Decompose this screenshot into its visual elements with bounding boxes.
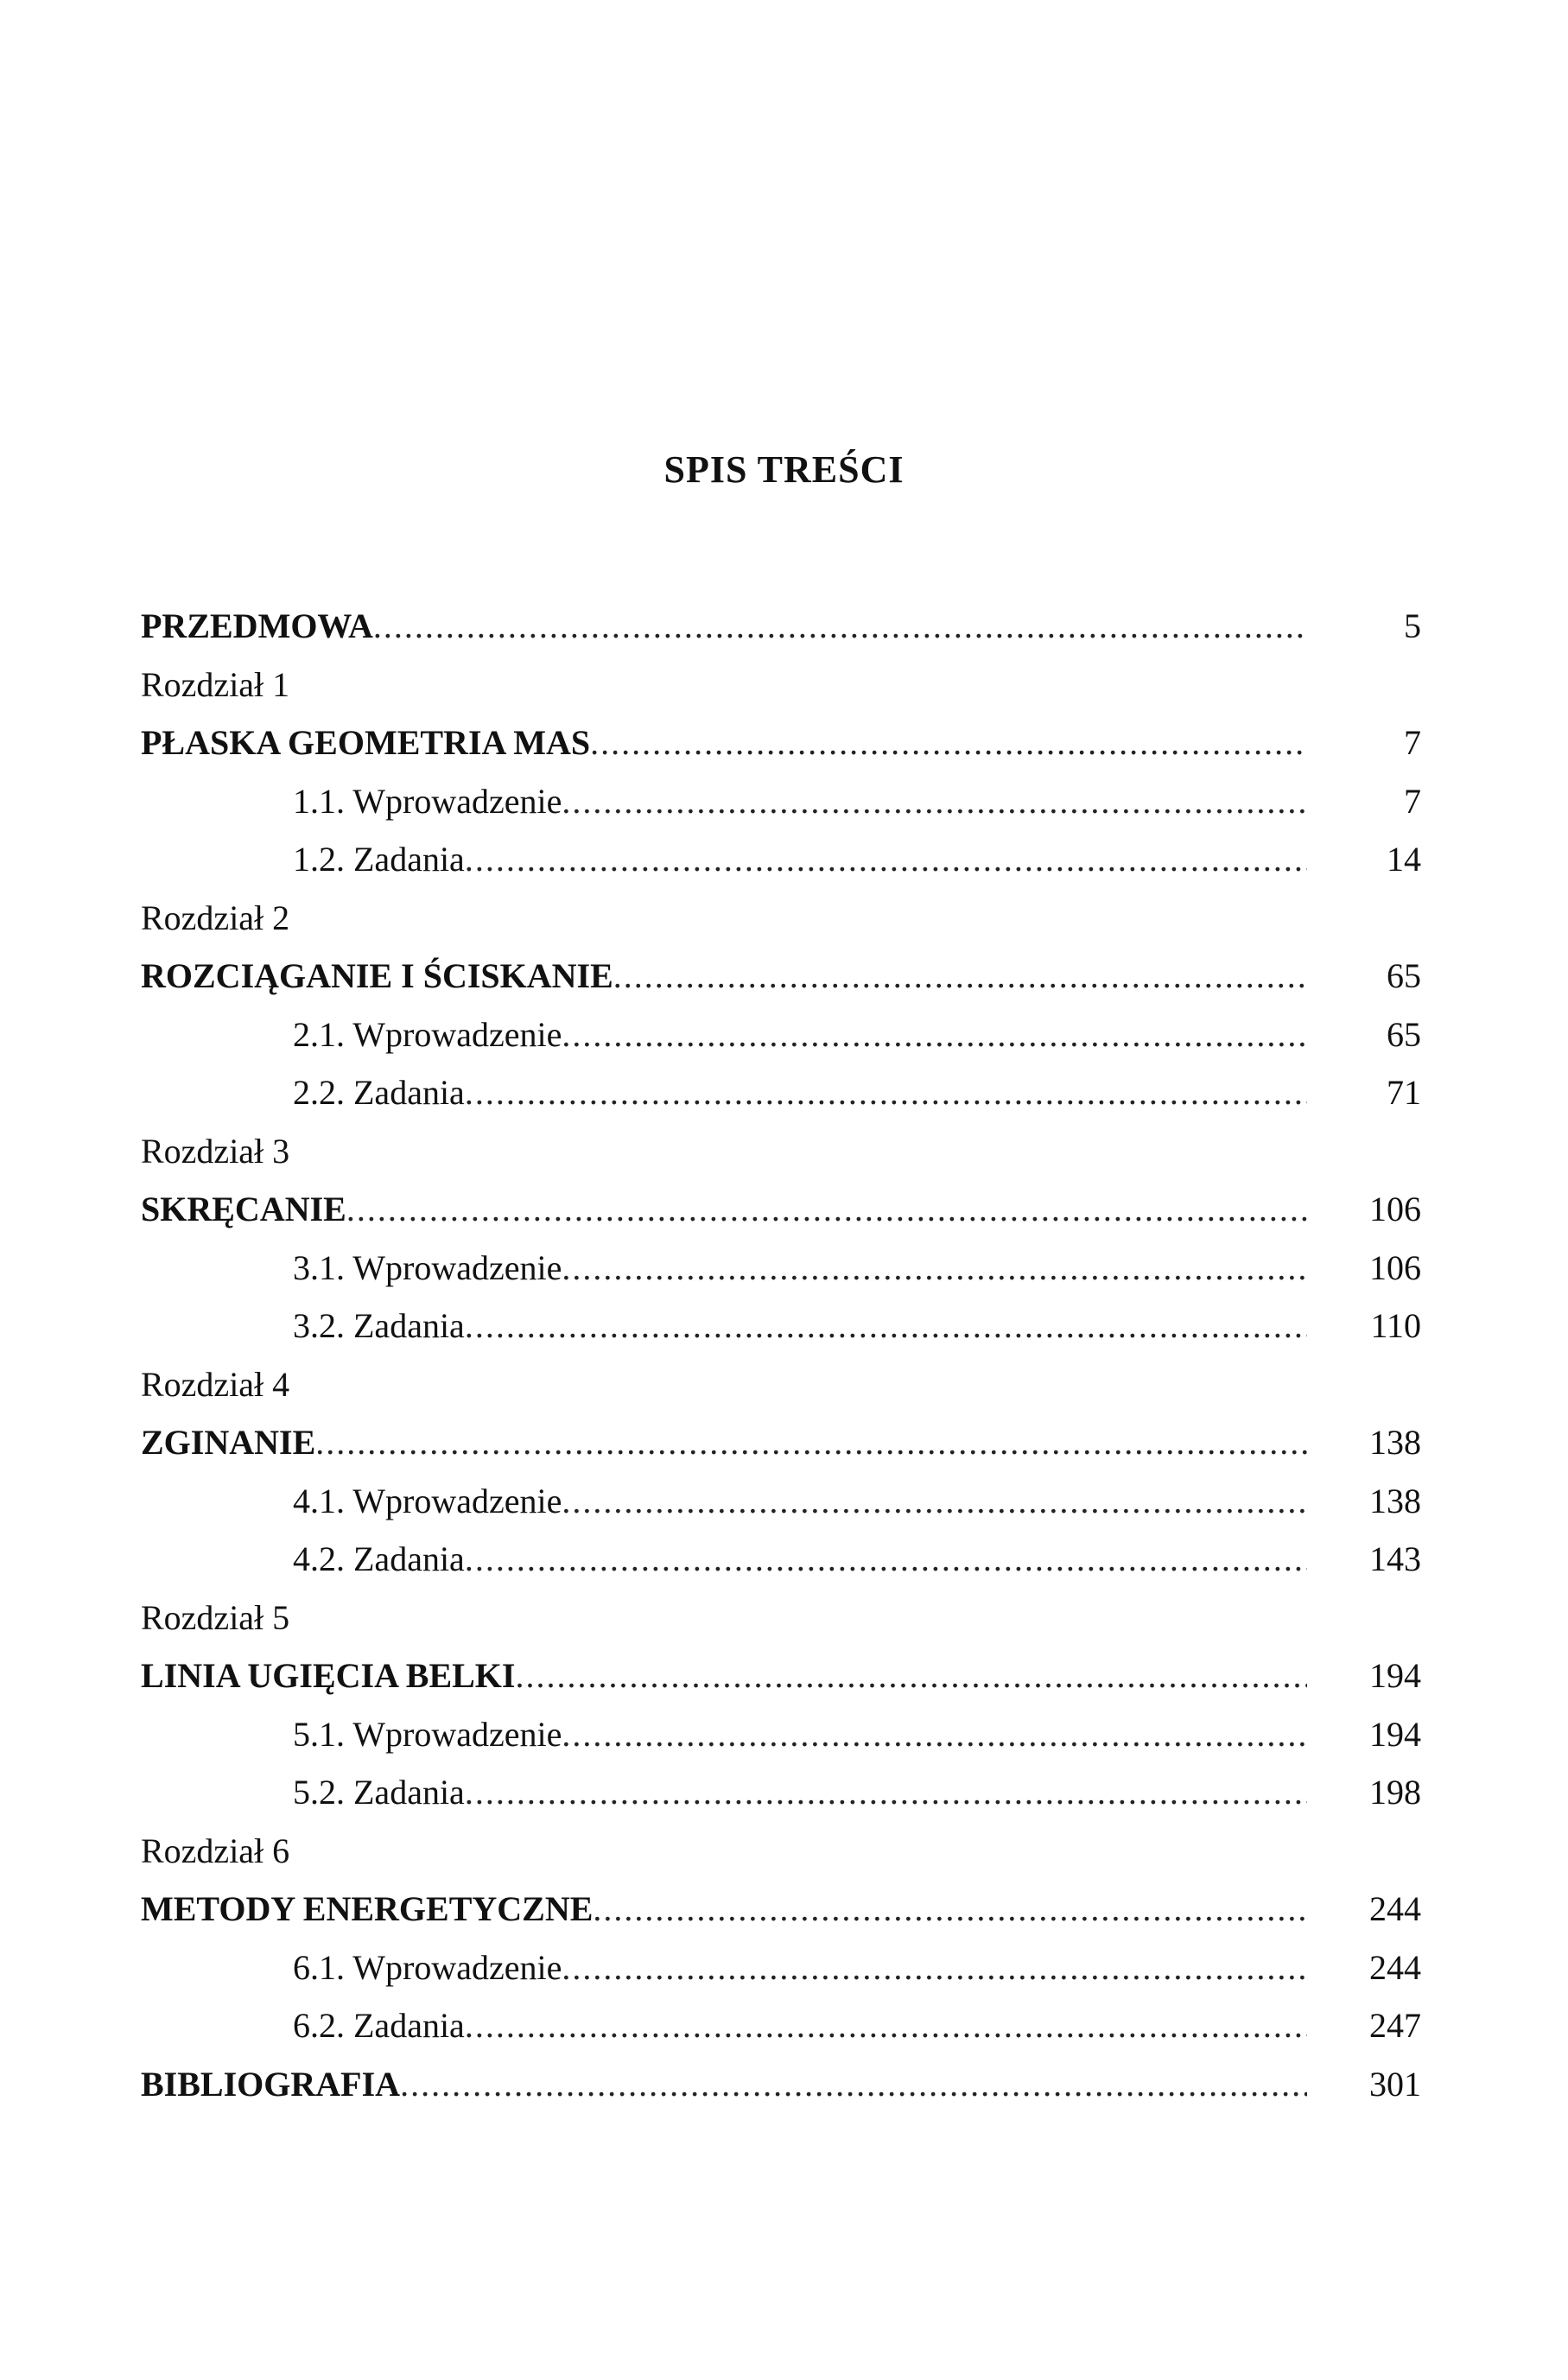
toc-page-number: 7: [1404, 723, 1421, 762]
chapter-number-label: Rozdział 2: [141, 898, 290, 937]
toc-page-number: 65: [1387, 956, 1421, 995]
chapter-label: [141, 1355, 1421, 1414]
dot-leader: [590, 714, 1307, 772]
dot-leader: [346, 1180, 1307, 1239]
dot-leader: [562, 1472, 1307, 1531]
dot-leader: [465, 1297, 1307, 1355]
toc-entry-section[interactable]: [141, 1297, 1421, 1355]
page-title: SPIS TREŚCI: [663, 448, 905, 491]
toc-page-number: 5: [1404, 606, 1421, 645]
dot-leader: [515, 1647, 1307, 1705]
toc-entry-title: 5.2. Zadania: [293, 1773, 465, 1812]
toc-entry-title: 4.1. Wprowadzenie: [293, 1481, 562, 1520]
toc-entry-preface[interactable]: [141, 597, 1421, 656]
dot-leader: [562, 1239, 1307, 1298]
toc-entry-title: ROZCIĄGANIE I ŚCISKANIE: [141, 956, 613, 995]
dot-leader: [465, 830, 1307, 889]
dot-leader: [400, 2055, 1307, 2114]
toc-entry-title: 2.1. Wprowadzenie: [293, 1014, 562, 1054]
table-of-contents: [141, 597, 1421, 2113]
toc-entry-bibliography[interactable]: [141, 2055, 1421, 2114]
chapter-label: [141, 1122, 1421, 1181]
dot-leader: [465, 1530, 1307, 1589]
chapter-number-label: Rozdział 6: [141, 1831, 290, 1870]
dot-leader: [562, 1705, 1307, 1764]
dot-leader: [562, 1939, 1307, 1997]
toc-entry-title: 2.2. Zadania: [293, 1073, 465, 1112]
dot-leader: [465, 1996, 1307, 2055]
dot-leader: [593, 1880, 1307, 1939]
toc-page-number: 71: [1387, 1073, 1421, 1112]
toc-entry-section[interactable]: [141, 772, 1421, 831]
toc-page-number: 106: [1369, 1247, 1421, 1287]
toc-entry-title: 1.1. Wprowadzenie: [293, 781, 562, 821]
toc-page-number: 301: [1369, 2064, 1421, 2104]
dot-leader: [373, 597, 1307, 656]
dot-leader: [562, 772, 1307, 831]
toc-entry-chapter[interactable]: [141, 714, 1421, 772]
toc-entry-title: 6.1. Wprowadzenie: [293, 1947, 562, 1987]
chapter-number-label: Rozdział 1: [141, 664, 290, 704]
dot-leader: [315, 1413, 1307, 1472]
dot-leader: [465, 1763, 1307, 1822]
dot-leader: [613, 947, 1307, 1006]
toc-entry-title: 1.2. Zadania: [293, 840, 465, 879]
toc-entry-section[interactable]: [141, 1006, 1421, 1064]
toc-entry-section[interactable]: [141, 1939, 1421, 1997]
toc-entry-title: 5.1. Wprowadzenie: [293, 1714, 562, 1754]
toc-entry-section[interactable]: [141, 1705, 1421, 1764]
chapter-number-label: Rozdział 5: [141, 1597, 290, 1637]
dot-leader: [562, 1006, 1307, 1064]
toc-entry-chapter[interactable]: [141, 1880, 1421, 1939]
dot-leader: [465, 1063, 1307, 1122]
toc-entry-chapter[interactable]: [141, 947, 1421, 1006]
chapter-label: [141, 889, 1421, 948]
toc-page-number: 110: [1370, 1306, 1421, 1345]
toc-entry-section[interactable]: [141, 1530, 1421, 1589]
toc-page-number: 198: [1369, 1773, 1421, 1812]
toc-entry-title: 3.2. Zadania: [293, 1306, 465, 1345]
toc-page-number: 244: [1369, 1889, 1421, 1928]
toc-entry-section[interactable]: [141, 1763, 1421, 1822]
toc-entry-title: SKRĘCANIE: [141, 1190, 346, 1228]
toc-entry-section[interactable]: [141, 1063, 1421, 1122]
chapter-number-label: Rozdział 3: [141, 1131, 290, 1171]
toc-page-number: 194: [1369, 1714, 1421, 1754]
toc-entry-section[interactable]: [141, 1472, 1421, 1531]
toc-page-number: 14: [1387, 840, 1421, 879]
toc-page-number: 106: [1369, 1190, 1421, 1228]
toc-entry-title: METODY ENERGETYCZNE: [141, 1889, 594, 1928]
toc-entry-title: 4.2. Zadania: [293, 1539, 465, 1578]
toc-entry-title: 3.1. Wprowadzenie: [293, 1247, 562, 1287]
chapter-number-label: Rozdział 4: [141, 1364, 290, 1404]
toc-page-number: 194: [1369, 1656, 1421, 1695]
toc-entry-section[interactable]: [141, 1996, 1421, 2055]
toc-page-number: 7: [1404, 781, 1421, 821]
toc-entry-title: BIBLIOGRAFIA: [141, 2064, 401, 2104]
toc-entry-section[interactable]: [141, 1239, 1421, 1298]
toc-page-number: 138: [1369, 1481, 1421, 1520]
toc-entry-title: PŁASKA GEOMETRIA MAS: [141, 723, 591, 762]
chapter-label: [141, 1589, 1421, 1647]
toc-entry-title: LINIA UGIĘCIA BELKI: [141, 1656, 516, 1695]
toc-entry-chapter[interactable]: [141, 1413, 1421, 1472]
toc-entry-section[interactable]: [141, 830, 1421, 889]
toc-entry-chapter[interactable]: [141, 1647, 1421, 1705]
toc-entry-title: 6.2. Zadania: [293, 2006, 465, 2045]
chapter-label: [141, 1822, 1421, 1881]
toc-page-number: 244: [1369, 1947, 1421, 1987]
toc-page-number: 143: [1369, 1539, 1421, 1578]
toc-page-number: 138: [1369, 1423, 1421, 1462]
chapter-label: [141, 656, 1421, 714]
toc-page-number: 65: [1387, 1014, 1421, 1054]
toc-entry-title: ZGINANIE: [141, 1423, 316, 1462]
toc-entry-title: PRZEDMOWA: [141, 606, 373, 645]
toc-page-number: 247: [1369, 2006, 1421, 2045]
toc-entry-chapter[interactable]: [141, 1180, 1421, 1239]
